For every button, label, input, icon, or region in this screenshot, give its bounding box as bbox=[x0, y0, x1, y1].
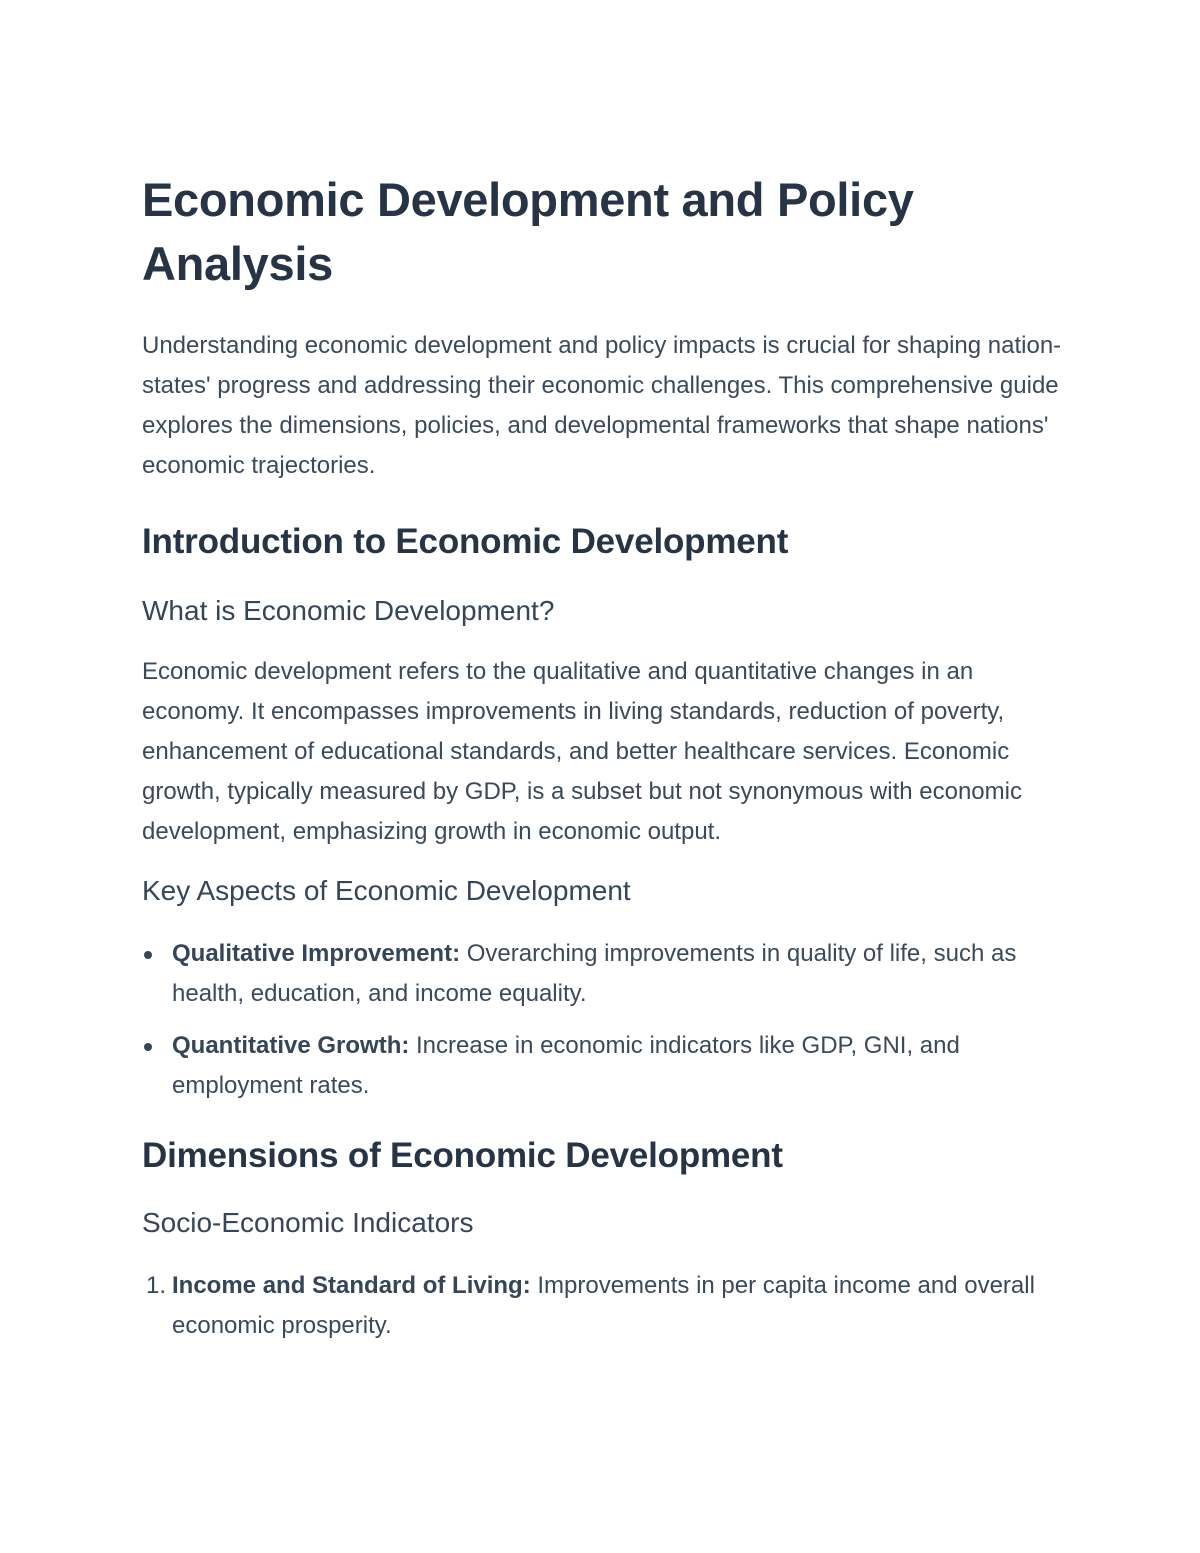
list-item bbox=[142, 934, 1072, 1014]
list-item bbox=[142, 1026, 1072, 1106]
list-item-text: Overarching improvements in quality of life, such as health, education, and income equality. bbox=[172, 940, 1017, 1007]
list-item-text: Increase in economic indicators like GDP, GNI, and employment rates. bbox=[172, 1032, 960, 1099]
bullet-icon bbox=[144, 951, 152, 959]
bullet-icon bbox=[144, 1043, 152, 1051]
list-item-term: Qualitative Improvement: bbox=[172, 940, 461, 967]
subsection-heading-what-is: What is Economic Development? bbox=[142, 595, 555, 626]
subsection-heading-socio-economic: Socio-Economic Indicators bbox=[142, 1207, 474, 1238]
list-item-term: Income and Standard of Living: bbox=[172, 1272, 531, 1299]
document-page bbox=[142, 168, 1072, 1346]
list-number: 1. bbox=[146, 1272, 167, 1299]
section-heading-dimensions: Dimensions of Economic Development bbox=[142, 1136, 783, 1175]
list-item bbox=[142, 1266, 1072, 1346]
document-title: Economic Development and Policy Analysis bbox=[142, 173, 914, 290]
subsection-heading-key-aspects: Key Aspects of Economic Development bbox=[142, 875, 631, 906]
socio-economic-list bbox=[142, 1266, 1072, 1346]
list-item-term: Quantitative Growth: bbox=[172, 1032, 410, 1059]
list-item-text: Improvements in per capita income and overall economic prosperity. bbox=[172, 1272, 1035, 1339]
intro-paragraph: Understanding economic development and policy impacts is crucial for shaping nation-states' progress and addressing their economic challenges. This comprehensive guide explores the dimensions, policies, and developmental frameworks that shape nations' economic trajectories. bbox=[142, 332, 1062, 479]
key-aspects-list bbox=[142, 934, 1072, 1106]
section-heading-introduction: Introduction to Economic Development bbox=[142, 522, 789, 561]
definition-paragraph: Economic development refers to the qualitative and quantitative changes in an economy. It encompasses improvements in living standards, reduction of poverty, enhancement of educational standards, and better healthcare services. Economic growth, typically measured by GDP, is a subset but not synonymous with economic development, emphasizing growth in economic output. bbox=[142, 658, 1022, 845]
